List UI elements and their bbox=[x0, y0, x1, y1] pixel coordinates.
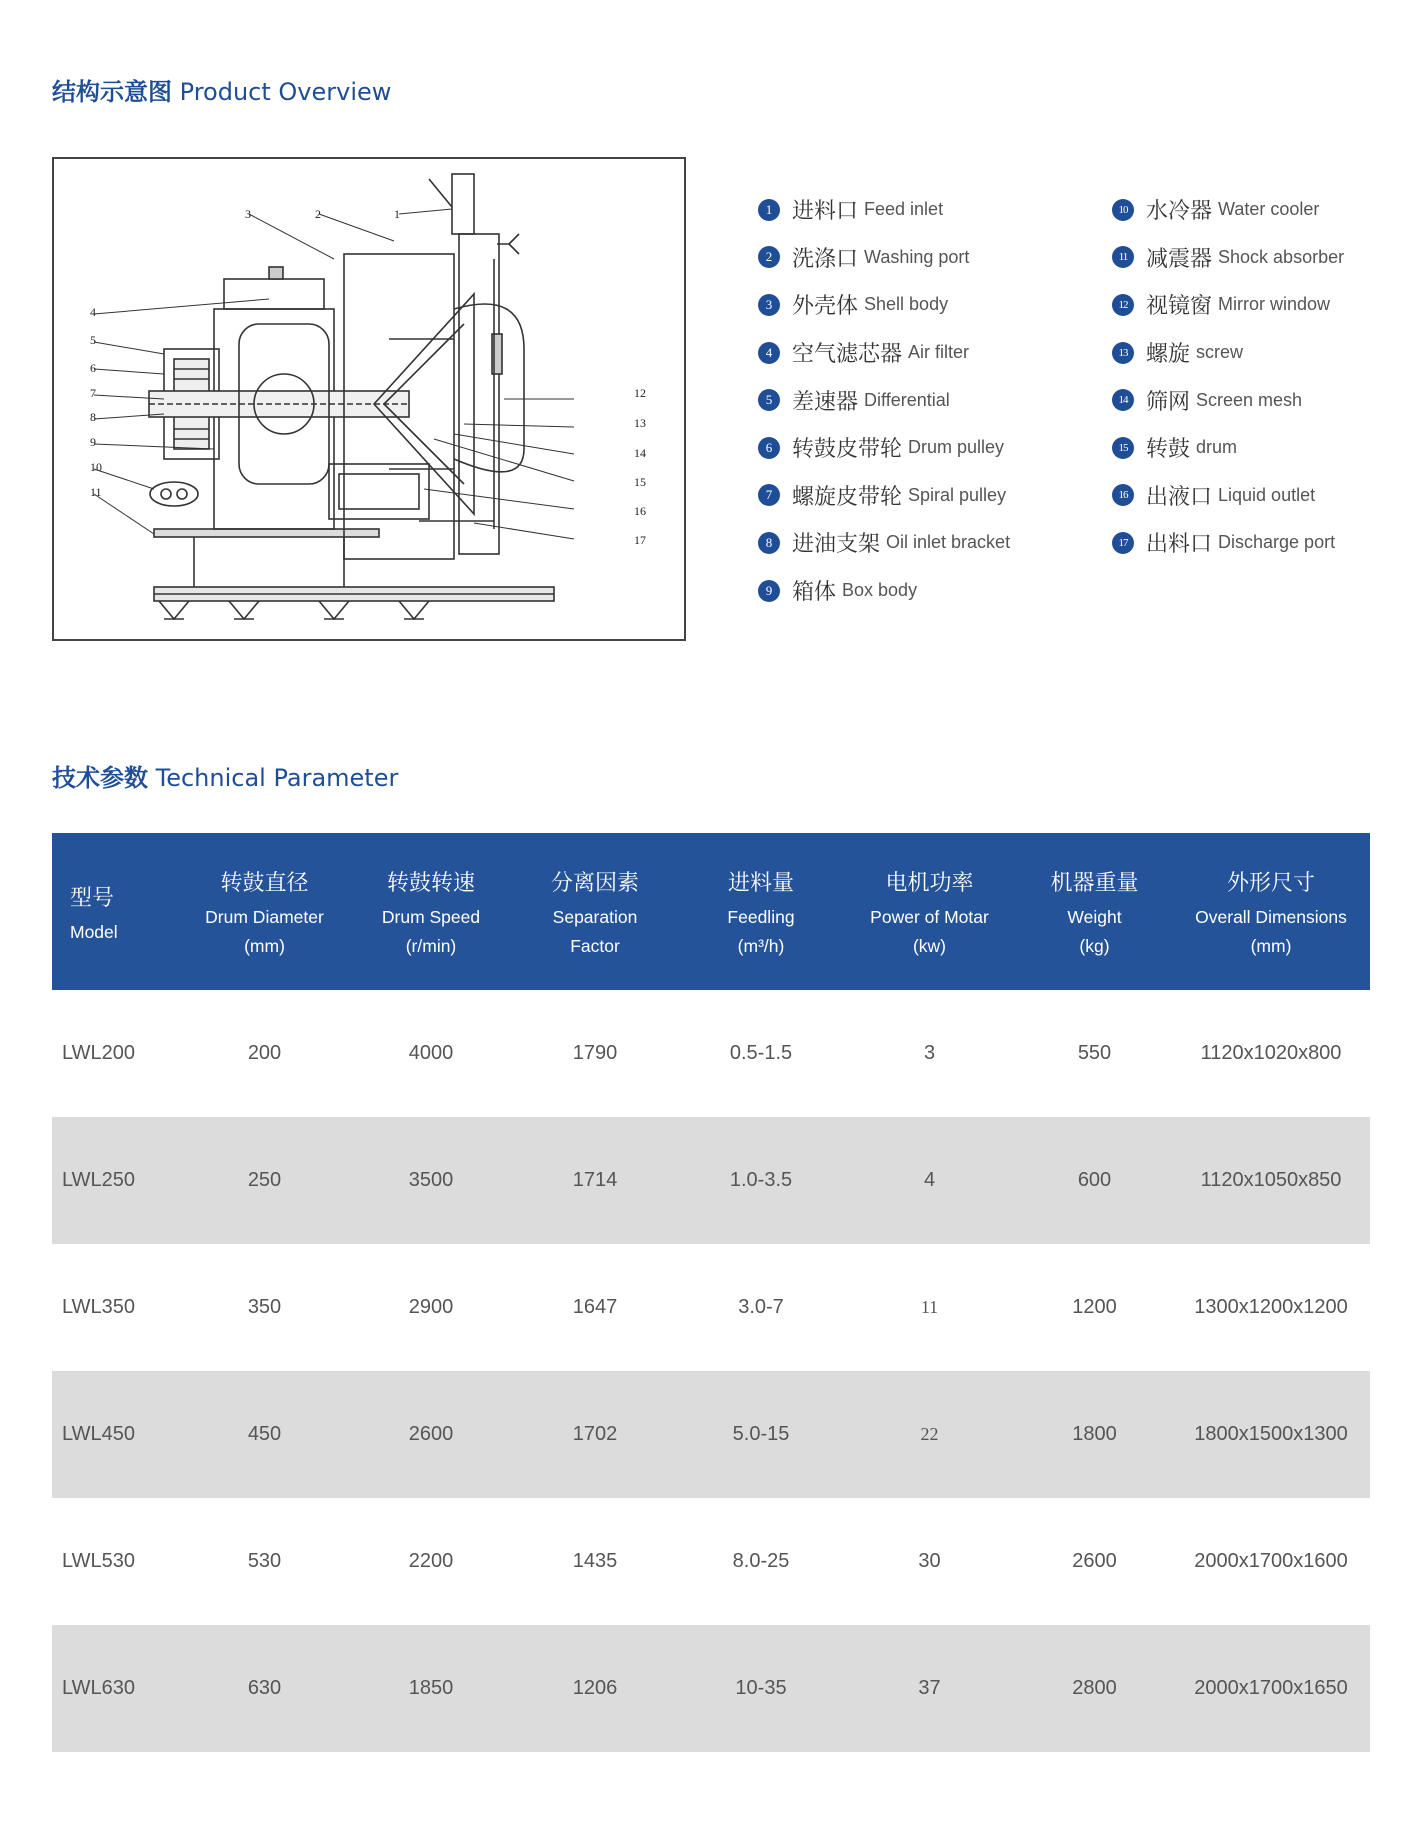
legend-number-badge: 13 bbox=[1112, 342, 1134, 364]
legend-label-cn: 进油支架 bbox=[792, 532, 881, 558]
table-cell: 1714 bbox=[510, 1117, 680, 1244]
diagram-label: 3 bbox=[245, 207, 251, 221]
legend-item bbox=[758, 567, 1010, 615]
table-cell: 3500 bbox=[352, 1117, 510, 1244]
table-cell: 1790 bbox=[510, 990, 680, 1117]
table-row bbox=[52, 1625, 1370, 1752]
table-cell: 2000x1700x1650 bbox=[1172, 1625, 1370, 1752]
legend-label-cn: 出液口 bbox=[1146, 484, 1213, 510]
legend-label-en: Shell body bbox=[864, 294, 949, 315]
legend-number-badge: 12 bbox=[1112, 294, 1134, 316]
legend-item bbox=[758, 186, 1010, 234]
legend-label-cn: 螺旋 bbox=[1146, 342, 1191, 368]
legend-number-badge: 9 bbox=[758, 580, 780, 602]
table-cell: 2200 bbox=[352, 1498, 510, 1625]
legend-item bbox=[758, 329, 1010, 377]
legend-item bbox=[758, 281, 1010, 329]
diagram-label: 5 bbox=[90, 333, 96, 347]
diagram-label: 12 bbox=[634, 386, 646, 400]
table-cell: 3 bbox=[842, 990, 1017, 1117]
column-header: 分离因素 Separation Factor bbox=[510, 833, 680, 990]
legend-list-left bbox=[758, 186, 1010, 614]
legend-label-en: Air filter bbox=[908, 342, 970, 363]
table-cell: 10-35 bbox=[680, 1625, 842, 1752]
legend-label-cn: 空气滤芯器 bbox=[792, 342, 903, 368]
legend-number-badge: 17 bbox=[1112, 532, 1134, 554]
column-header: 进料量 Feedling (m³/h) bbox=[680, 833, 842, 990]
overview-title-en: Product Overview bbox=[179, 78, 392, 106]
diagram-label: 10 bbox=[90, 460, 102, 474]
table-cell: 2000x1700x1600 bbox=[1172, 1498, 1370, 1625]
legend-label-en: Water cooler bbox=[1218, 199, 1320, 220]
legend-item bbox=[1112, 234, 1344, 282]
legend-item bbox=[1112, 281, 1344, 329]
technical-title-cn: 技术参数 bbox=[52, 764, 148, 792]
table-cell: 630 bbox=[177, 1625, 352, 1752]
table-cell: 1200 bbox=[1017, 1244, 1172, 1371]
legend-item bbox=[1112, 186, 1344, 234]
table-cell-model: LWL250 bbox=[52, 1117, 177, 1244]
table-cell: 1120x1050x850 bbox=[1172, 1117, 1370, 1244]
legend-item bbox=[758, 519, 1010, 567]
table-cell: 200 bbox=[177, 990, 352, 1117]
table-cell: 8.0-25 bbox=[680, 1498, 842, 1625]
table-cell: 1120x1020x800 bbox=[1172, 990, 1370, 1117]
legend-label-en: Washing port bbox=[864, 246, 970, 267]
technical-title-en: Technical Parameter bbox=[155, 764, 399, 792]
diagram-label: 13 bbox=[634, 416, 646, 430]
table-row bbox=[52, 1498, 1370, 1625]
legend-number-badge: 15 bbox=[1112, 437, 1134, 459]
overview-title-cn: 结构示意图 bbox=[52, 78, 172, 106]
table-cell: 22 bbox=[842, 1371, 1017, 1498]
legend-item bbox=[1112, 376, 1344, 424]
legend-number-badge: 3 bbox=[758, 294, 780, 316]
diagram-label: 6 bbox=[90, 361, 96, 375]
diagram-label: 4 bbox=[90, 305, 96, 319]
legend-number-badge: 16 bbox=[1112, 484, 1134, 506]
legend-label-cn: 转鼓皮带轮 bbox=[792, 437, 903, 463]
legend-item bbox=[1112, 329, 1344, 377]
diagram-label: 9 bbox=[90, 435, 96, 449]
legend-label-cn: 进料口 bbox=[792, 199, 859, 225]
legend-label-en: Screen mesh bbox=[1196, 389, 1303, 410]
legend-number-badge: 2 bbox=[758, 246, 780, 268]
legend-number-badge: 11 bbox=[1112, 246, 1134, 268]
column-header: 转鼓转速 Drum Speed (r/min) bbox=[352, 833, 510, 990]
legend-item bbox=[758, 472, 1010, 520]
table-cell: 350 bbox=[177, 1244, 352, 1371]
diagram-label: 17 bbox=[634, 533, 646, 547]
table-cell: 1850 bbox=[352, 1625, 510, 1752]
legend-label-cn: 箱体 bbox=[792, 580, 837, 606]
legend-number-badge: 8 bbox=[758, 532, 780, 554]
legend-list-right bbox=[1112, 186, 1344, 567]
table-cell: 550 bbox=[1017, 990, 1172, 1117]
legend-label-en: Differential bbox=[864, 389, 950, 410]
table-cell: 1300x1200x1200 bbox=[1172, 1244, 1370, 1371]
technical-parameter-title bbox=[52, 758, 398, 793]
table-cell: 30 bbox=[842, 1498, 1017, 1625]
legend-label-cn: 外壳体 bbox=[792, 294, 859, 320]
legend-item bbox=[1112, 519, 1344, 567]
product-overview-title bbox=[52, 72, 391, 107]
column-header: 机器重量 Weight (kg) bbox=[1017, 833, 1172, 990]
table-cell-model: LWL450 bbox=[52, 1371, 177, 1498]
legend-label-cn: 水冷器 bbox=[1146, 199, 1213, 225]
column-header: 电机功率 Power of Motar (kw) bbox=[842, 833, 1017, 990]
table-cell-model: LWL630 bbox=[52, 1625, 177, 1752]
table-row bbox=[52, 1117, 1370, 1244]
table-cell: 1800 bbox=[1017, 1371, 1172, 1498]
table-cell: 250 bbox=[177, 1117, 352, 1244]
column-header: 型号 Model bbox=[52, 833, 177, 990]
legend-label-cn: 螺旋皮带轮 bbox=[792, 484, 903, 510]
table-cell: 1206 bbox=[510, 1625, 680, 1752]
diagram-label: 7 bbox=[90, 386, 96, 400]
table-cell: 1647 bbox=[510, 1244, 680, 1371]
legend-label-en: Liquid outlet bbox=[1218, 484, 1316, 505]
legend-number-badge: 4 bbox=[758, 342, 780, 364]
legend-label-cn: 减震器 bbox=[1146, 246, 1213, 272]
table-row bbox=[52, 990, 1370, 1117]
legend-label-en: Shock absorber bbox=[1218, 246, 1345, 267]
legend-label-cn: 差速器 bbox=[792, 389, 859, 415]
diagram-label: 16 bbox=[634, 504, 646, 518]
legend-label-en: Oil inlet bracket bbox=[886, 532, 1011, 553]
spec-table bbox=[52, 833, 1370, 1752]
legend-label-en: Feed inlet bbox=[864, 199, 944, 220]
column-header: 外形尺寸 Overall Dimensions (mm) bbox=[1172, 833, 1370, 990]
legend-number-badge: 10 bbox=[1112, 199, 1134, 221]
table-cell: 4000 bbox=[352, 990, 510, 1117]
column-header: 转鼓直径 Drum Diameter (mm) bbox=[177, 833, 352, 990]
diagram-label: 15 bbox=[634, 475, 646, 489]
legend-label-en: Mirror window bbox=[1218, 294, 1331, 315]
legend-item bbox=[758, 234, 1010, 282]
table-cell: 0.5-1.5 bbox=[680, 990, 842, 1117]
legend-label-cn: 视镜窗 bbox=[1146, 294, 1213, 320]
legend-number-badge: 7 bbox=[758, 484, 780, 506]
legend-label-cn: 转鼓 bbox=[1146, 437, 1191, 463]
table-cell: 530 bbox=[177, 1498, 352, 1625]
legend-label-cn: 洗涤口 bbox=[792, 246, 859, 272]
table-cell: 4 bbox=[842, 1117, 1017, 1244]
legend-item bbox=[1112, 472, 1344, 520]
table-cell: 1800x1500x1300 bbox=[1172, 1371, 1370, 1498]
legend-label-en: Discharge port bbox=[1218, 532, 1336, 553]
diagram-label: 11 bbox=[90, 485, 102, 499]
table-row bbox=[52, 1244, 1370, 1371]
legend-number-badge: 6 bbox=[758, 437, 780, 459]
table-cell: 2900 bbox=[352, 1244, 510, 1371]
table-cell: 1.0-3.5 bbox=[680, 1117, 842, 1244]
table-cell: 2600 bbox=[1017, 1498, 1172, 1625]
diagram-label: 1 bbox=[394, 207, 400, 221]
legend-item bbox=[758, 376, 1010, 424]
table-cell: 450 bbox=[177, 1371, 352, 1498]
table-cell: 5.0-15 bbox=[680, 1371, 842, 1498]
legend-number-badge: 5 bbox=[758, 389, 780, 411]
table-cell: 2800 bbox=[1017, 1625, 1172, 1752]
diagram-label: 2 bbox=[315, 207, 321, 221]
structure-diagram bbox=[52, 157, 686, 641]
table-cell: 11 bbox=[842, 1244, 1017, 1371]
legend-label-en: Spiral pulley bbox=[908, 484, 1007, 505]
legend-label-en: screw bbox=[1196, 342, 1244, 363]
table-cell: 37 bbox=[842, 1625, 1017, 1752]
table-cell: 2600 bbox=[352, 1371, 510, 1498]
legend-label-cn: 出料口 bbox=[1146, 532, 1213, 558]
table-cell-model: LWL530 bbox=[52, 1498, 177, 1625]
legend-label-en: Box body bbox=[842, 580, 918, 601]
table-row bbox=[52, 1371, 1370, 1498]
table-cell: 3.0-7 bbox=[680, 1244, 842, 1371]
legend-label-cn: 筛网 bbox=[1146, 389, 1191, 415]
legend-number-badge: 14 bbox=[1112, 389, 1134, 411]
table-cell: 600 bbox=[1017, 1117, 1172, 1244]
table-cell-model: LWL350 bbox=[52, 1244, 177, 1371]
legend-item bbox=[1112, 424, 1344, 472]
legend-number-badge: 1 bbox=[758, 199, 780, 221]
diagram-label: 14 bbox=[634, 446, 646, 460]
legend-item bbox=[758, 424, 1010, 472]
centrifuge-drawing bbox=[54, 159, 684, 639]
legend-label-en: Drum pulley bbox=[908, 437, 1005, 458]
legend-label-en: drum bbox=[1196, 437, 1238, 458]
table-cell-model: LWL200 bbox=[52, 990, 177, 1117]
table-cell: 1435 bbox=[510, 1498, 680, 1625]
diagram-label: 8 bbox=[90, 410, 96, 424]
table-cell: 1702 bbox=[510, 1371, 680, 1498]
table-header-row bbox=[52, 833, 1370, 990]
